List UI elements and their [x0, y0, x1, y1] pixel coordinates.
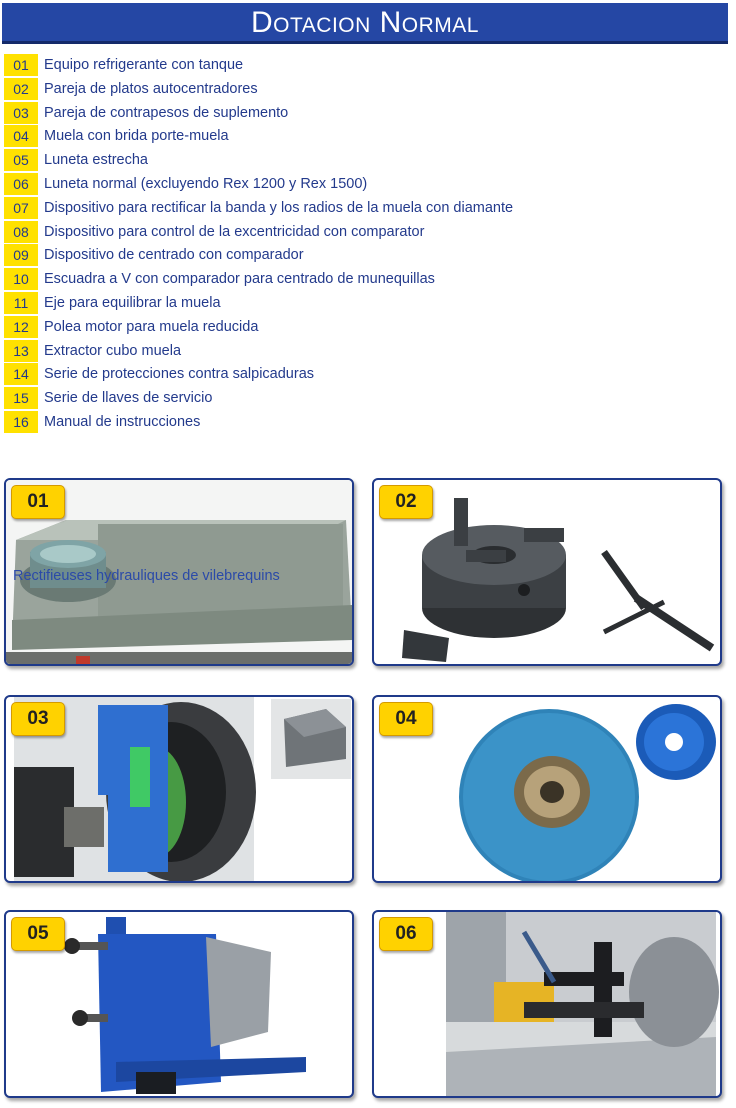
item-number: 15: [4, 387, 38, 409]
item-label: Eje para equilibrar la muela: [44, 294, 221, 311]
panel-badge: 01: [11, 485, 65, 519]
item-label: Escuadra a V con comparador para centrado de munequillas: [44, 271, 435, 288]
item-number: 04: [4, 125, 38, 147]
panel-03: [4, 695, 354, 883]
item-label: Dispositivo de centrado con comparador: [44, 247, 304, 264]
item-number: 13: [4, 340, 38, 362]
item-label: Pareja de contrapesos de suplemento: [44, 104, 289, 121]
item-number: 11: [4, 292, 38, 314]
item-number: 14: [4, 363, 38, 385]
panel-02: [372, 478, 722, 666]
item-number: 07: [4, 197, 38, 219]
panel-badge: 05: [11, 917, 65, 951]
item-label: Serie de protecciones contra salpicaduras: [44, 366, 315, 383]
panel-badge: 03: [11, 702, 65, 736]
item-label: Muela con brida porte-muela: [44, 128, 229, 145]
item-number: 12: [4, 316, 38, 338]
item-number: 01: [4, 54, 38, 76]
item-number: 03: [4, 102, 38, 124]
item-label: Dispositivo para rectificar la banda y los radios de la muela con diamante: [44, 199, 514, 216]
item-number: 05: [4, 149, 38, 171]
item-label: Luneta estrecha: [44, 152, 148, 169]
page-title: Dotacion Normal: [251, 6, 479, 39]
panel-badge: 04: [379, 702, 433, 736]
item-label: Polea motor para muela reducida: [44, 318, 259, 335]
item-label: Dispositivo para control de la excentricidad con comparator: [44, 223, 425, 240]
item-number: 10: [4, 268, 38, 290]
panel-badge: 02: [379, 485, 433, 519]
item-label: Luneta normal (excluyendo Rex 1200 y Rex 1500): [44, 175, 368, 192]
item-label: Pareja de platos autocentradores: [44, 80, 258, 97]
panel-05: [4, 910, 354, 1098]
item-label: Serie de llaves de servicio: [44, 390, 213, 407]
item-number: 16: [4, 411, 38, 433]
item-number: 09: [4, 244, 38, 266]
title-banner: [2, 3, 728, 44]
item-number: 08: [4, 221, 38, 243]
item-label: Manual de instrucciones: [44, 413, 201, 430]
item-label: Extractor cubo muela: [44, 342, 182, 359]
item-number: 06: [4, 173, 38, 195]
panel-badge: 06: [379, 917, 433, 951]
panel-04: [372, 695, 722, 883]
item-label: Equipo refrigerante con tanque: [44, 57, 244, 73]
panel-06: [372, 910, 722, 1098]
panel-01: [4, 478, 354, 666]
image-caption: Rectifieuses hydrauliques de vilebrequins: [13, 568, 280, 584]
item-number: 02: [4, 78, 38, 100]
